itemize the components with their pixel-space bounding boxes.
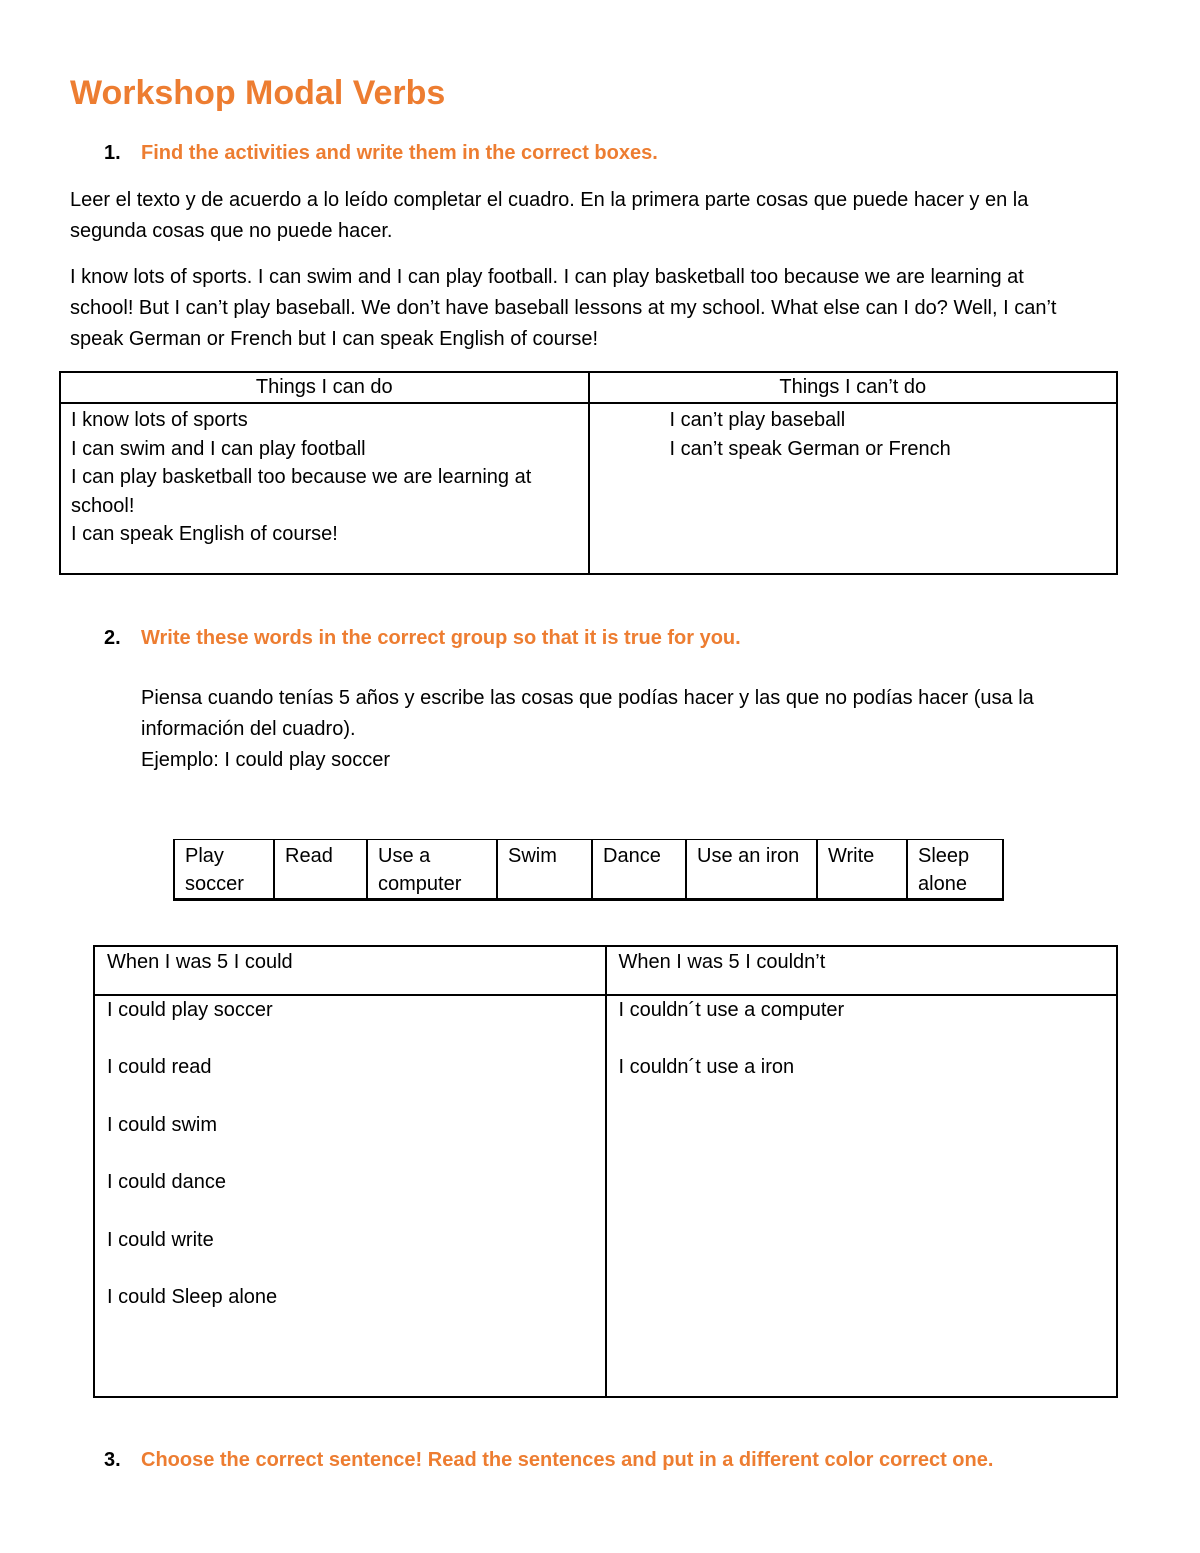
- word-cell: [274, 840, 367, 900]
- list-item: school!: [71, 494, 135, 517]
- word-line: Dance: [603, 845, 661, 867]
- word-cell: [592, 840, 686, 900]
- list-item: I could swim: [107, 1113, 218, 1136]
- word-line: soccer: [185, 873, 244, 895]
- text-line: speak German or French but I can speak English of course!: [70, 328, 599, 350]
- word-line: alone: [918, 873, 967, 895]
- header-can: Things I can do: [60, 372, 589, 403]
- list-item: I couldn´t use a computer: [618, 999, 845, 1021]
- question-1-number: 1.: [104, 142, 121, 164]
- text-line: Piensa cuando tenías 5 años y escribe las cosas que podías hacer y las que no podías hacer (usa la: [141, 687, 1034, 709]
- question-3-number: 3.: [104, 1449, 121, 1471]
- list-item: I can play basketball too because we are learning at: [71, 466, 532, 488]
- list-item: I could Sleep alone: [107, 1285, 278, 1308]
- question-1-instruction: Find the activities and write them in the correct boxes.: [141, 142, 658, 164]
- word-line: computer: [378, 873, 462, 895]
- word-line: Use an iron: [697, 845, 800, 867]
- text-line: Leer el texto y de acuerdo a lo leído completar el cuadro. En la primera parte cosas que puede hacer y en la: [70, 189, 1029, 211]
- cant-cell[interactable]: [589, 403, 1118, 574]
- list-item: I could play soccer: [107, 999, 273, 1021]
- list-item: I could read: [107, 1056, 212, 1079]
- list-item: I can’t speak German or French: [669, 437, 951, 460]
- couldnt-cell[interactable]: [606, 995, 1118, 1397]
- word-cell: [367, 840, 497, 900]
- list-item: I can swim and I can play football: [71, 437, 366, 460]
- word-cell: [497, 840, 592, 900]
- could-cell[interactable]: [94, 995, 606, 1397]
- question-1-reading-text: [70, 262, 1056, 355]
- header-could: When I was 5 I could: [94, 946, 606, 995]
- text-line: school! But I can’t play baseball. We don’t have baseball lessons at my school. What else can I do? Well, I can’t: [70, 297, 1057, 319]
- word-line: Swim: [508, 845, 557, 867]
- list-item: I can’t play baseball: [669, 409, 846, 431]
- word-cell: [174, 840, 274, 900]
- word-cell: [907, 840, 1003, 900]
- text-line: información del cuadro).: [141, 718, 356, 740]
- list-item: I could dance: [107, 1171, 226, 1194]
- could-couldnt-table: [93, 945, 1118, 1398]
- word-cell: [817, 840, 907, 900]
- list-item: I couldn´t use a iron: [618, 1056, 795, 1079]
- word-bank-table: [173, 839, 1004, 901]
- question-1-spanish-text: [70, 185, 1028, 247]
- header-couldnt: When I was 5 I couldn’t: [606, 946, 1118, 995]
- list-item: I could write: [107, 1228, 214, 1251]
- word-line: Play: [185, 845, 224, 867]
- can-cant-table: [59, 371, 1118, 575]
- page-title: Workshop Modal Verbs: [70, 74, 446, 112]
- list-item: I know lots of sports: [71, 409, 248, 431]
- question-2-instruction: Write these words in the correct group so that it is true for you.: [141, 627, 741, 649]
- word-line: Sleep: [918, 845, 970, 867]
- question-2-number: 2.: [104, 627, 121, 649]
- word-cell: [686, 840, 817, 900]
- can-cell[interactable]: [60, 403, 589, 574]
- question-2-spanish-text: [141, 683, 1034, 776]
- word-line: Read: [285, 845, 333, 867]
- text-line: segunda cosas que no puede hacer.: [70, 220, 393, 242]
- word-line: Write: [828, 845, 875, 867]
- text-line: I know lots of sports. I can swim and I can play football. I can play basketball too because we are learning at: [70, 266, 1024, 288]
- question-3-instruction: Choose the correct sentence! Read the sentences and put in a different color correct one.: [141, 1449, 994, 1471]
- header-cant: Things I can’t do: [589, 372, 1118, 403]
- text-line: Ejemplo: I could play soccer: [141, 749, 391, 771]
- list-item: I can speak English of course!: [71, 523, 338, 545]
- word-line: Use a: [378, 845, 431, 867]
